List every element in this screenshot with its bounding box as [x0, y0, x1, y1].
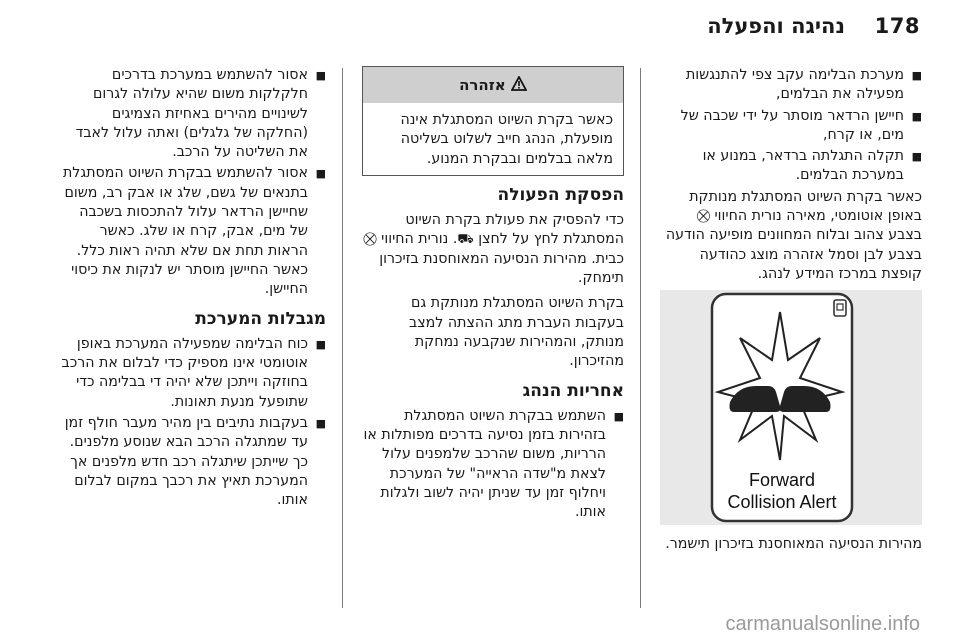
warning-header: [363, 67, 623, 103]
forward-collision-alert-figure: [660, 290, 922, 525]
right-column: [660, 66, 922, 561]
disengage-conditions-list: [660, 66, 922, 186]
section-title: נהיגה והפעלה: [707, 14, 845, 38]
list-item: ■ תקלה התגלתה ברדאר, במנוע או במערכת הבלמים.: [660, 147, 922, 186]
auto-disengage-paragraph: כאשר בקרת השיוט המסתגלת מנותקת באופן אוטומטי, מאירה נורית החיווי ⛒ בצבע צהוב ובלוח המחוונים מופיעה הודעה בצבע לבן וסמל אזהרה מוצג כהודעה קופצת במרכז המידע לנהג.: [665, 188, 922, 282]
figure-label-line2: Collision Alert: [727, 492, 837, 513]
list-item: ■ כוח הבלימה שמפעילה המערכת באופן אוטומטי אינו מספיק כדי לבלום את הרכב בחוזקה וייתכן שלא יהיה די בבלימה כדי שתופעל מנעת תאונות.: [58, 335, 326, 412]
stop-paragraph: כדי להפסיק את פעולת בקרת השיוט המסתגלת לחץ על לחצן ⛟. נורית החיווי ⛒ כבית. מהירות הנסיעה המאוחסנת בזיכרון תימחק.: [363, 212, 624, 287]
page-header: [0, 14, 960, 44]
watermark: carmanualsonline.info: [725, 613, 920, 635]
list-item: ■ השתמש בבקרת השיוט המסתגלת בזהירות בזמן נסיעה בדרכים מפותלות או הרריות, משום שהרכב שלמפנים עלול לצאת מ"שדה הראייה" של המערכת ויחלוף זמן עד שניתן יהיה לשוב ולגלות אותו.: [362, 407, 624, 523]
figure-caption: מהירות הנסיעה המאוחסנת בזיכרון תישמר.: [665, 536, 922, 553]
figure-label-line1: Forward: [748, 470, 816, 491]
warning-text: כאשר בקרת השיוט המסתגלת אינה מופעלת, הנהג חייב לשלוט בשליטה מלאה בבלמים ובבקרת המנוע.: [400, 112, 613, 167]
list-item: ■ חיישן הרדאר מוסתר על ידי שכבה של מים, או קרח,: [660, 107, 922, 146]
middle-column: [362, 66, 624, 525]
column-divider: [342, 68, 343, 608]
warning-title: אזהרה: [459, 76, 506, 94]
cruise-indicator-icon: ⛒: [696, 209, 710, 225]
column-divider: [640, 68, 641, 608]
list-item: ■ אסור להשתמש במערכת בדרכים חלקלקות משום שהיא עלולה לגרום לשינויים מהירים באחיזת הצמיגים (החלקה של גלגלים) ואתה עלול לאבד את השליטה על הרכב.: [58, 66, 326, 162]
usage-restrictions-list: [58, 66, 326, 300]
page-number: 178: [874, 14, 920, 38]
cruise-indicator-icon: ⛒: [363, 232, 377, 248]
responsibility-list: [362, 407, 624, 523]
warning-box: [362, 66, 624, 176]
disconnect-paragraph: בקרת השיוט המסתגלת מנותקת גם בעקבות העברת מתג ההצתה למצב מנותק, והמהירות שנקבעה נמחקת מהזיכרון.: [409, 295, 624, 370]
warning-triangle-icon: [511, 68, 527, 104]
section-heading-driver-responsibility: אחריות הנהג: [522, 380, 624, 401]
collision-alert-display: [660, 290, 922, 525]
cruise-button-icon: ⛟: [457, 232, 474, 248]
limitations-list: [58, 335, 326, 511]
list-item: ■ מערכת הבלימה עקב צפי להתנגשות מפעילה את הבלמים,: [660, 66, 922, 105]
list-item: ■ בעקבות נתיבים בין מהיר מעבר חולף זמן עד שמתגלה הרכב הבא שנוסע מלפנים. כך שייתכן שיתגלה רכב חדש מלפנים אך המערכת תאיץ את רכבך במקום לבלום אותו.: [58, 414, 326, 510]
left-column: [58, 66, 326, 513]
section-heading-limitations: מגבלות המערכת: [195, 308, 326, 329]
list-item: ■ אסור להשתמש בבקרת השיוט המסתגלת בתנאים של גשם, שלג או אבק רב, משום שחיישן הרדאר עלול להתכסות בשכבה של מים, אבק, קרח או שלג. כאשר הראות תחת אם שלא תהיה ראות כלל. כאשר החיישן מוסתר יש לנקות את כיסוי החיישן.: [58, 164, 326, 299]
section-heading-stop: הפסקת הפעולה: [497, 184, 624, 205]
